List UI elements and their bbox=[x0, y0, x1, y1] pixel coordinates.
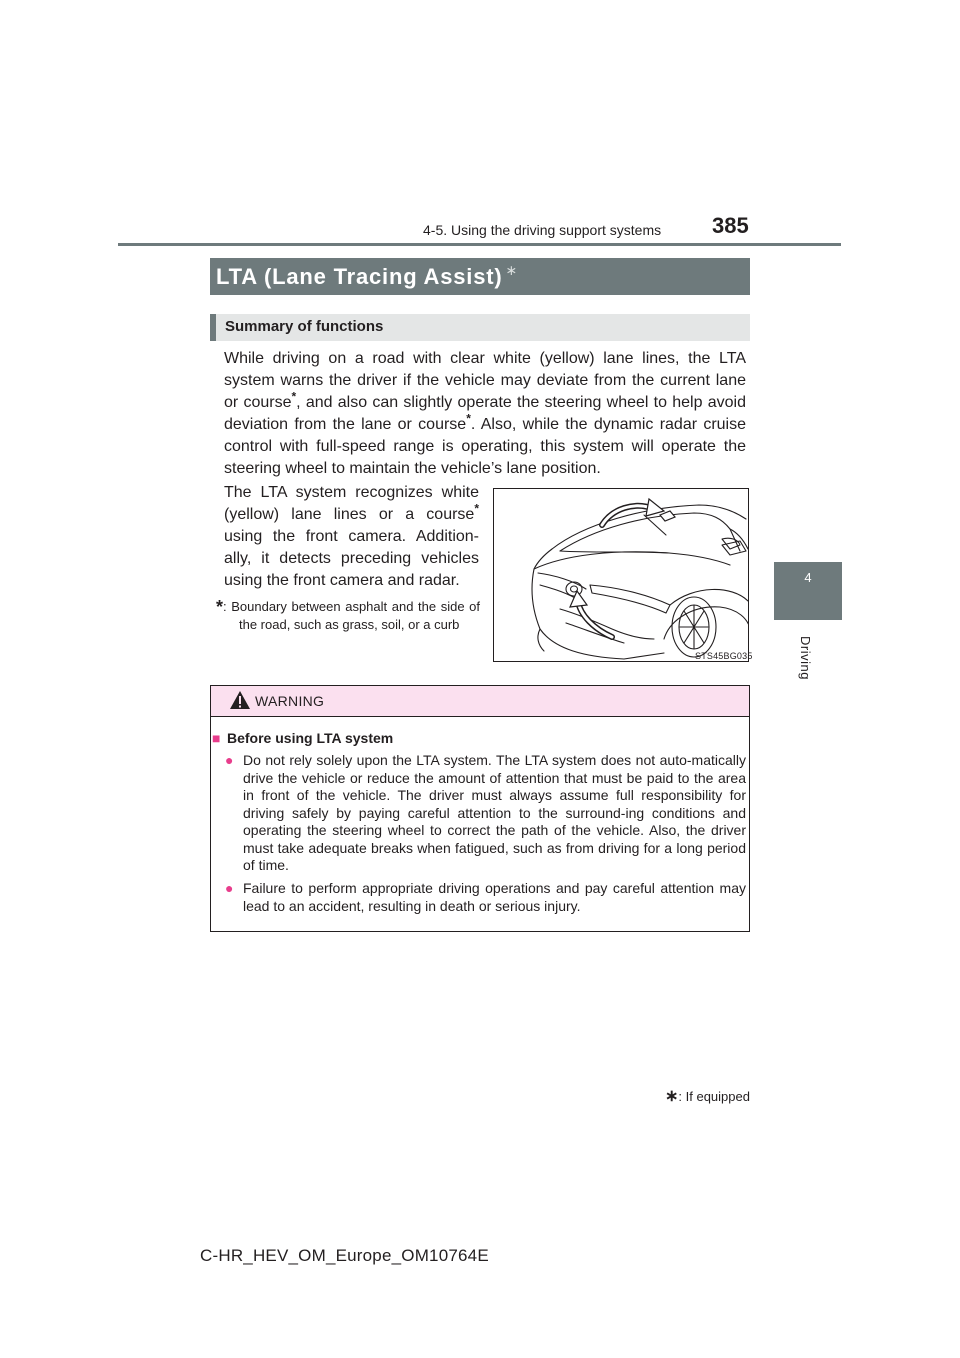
footnote bbox=[216, 598, 480, 634]
intro-text-2: , and also can slightly operate the steering wheel to help avoid deviation from the lane or course bbox=[224, 394, 746, 433]
page-number: 385 bbox=[712, 213, 749, 238]
page-title-text: LTA (Lane Tracing Assist) bbox=[216, 264, 503, 289]
figure-code: STS45BG035 bbox=[695, 651, 753, 661]
intro-text-1: While driving on a road with clear white (yellow) lane lines, the LTA system warns the driver if the vehicle may deviate from the current lane or course bbox=[224, 350, 746, 411]
footnote-marker: * bbox=[474, 501, 479, 516]
footnote-marker: * bbox=[466, 411, 471, 426]
intro-paragraph bbox=[224, 348, 746, 480]
warning-heading: Before using LTA system bbox=[227, 730, 394, 746]
vehicle-illustration bbox=[493, 488, 749, 662]
document-code-footer: C-HR_HEV_OM_Europe_OM10764E bbox=[200, 1246, 489, 1265]
bullet-icon: ● bbox=[225, 752, 234, 768]
warning-bullet-1: Do not rely solely upon the LTA system. The LTA system does not auto-matically drive the vehicle or reduce the amount of attention that must be paid to the area in front of the vehicle. The driver must always assume full responsibility for driving safely by paying careful attention to the surround-ing conditions and operating the steering wheel to correct the path of the vehicle. Also, the driver must take adequate breaks when fatigued, such as from driving for a long period of time. bbox=[243, 752, 746, 873]
chapter-tab-label: Driving bbox=[798, 636, 813, 680]
if-equipped-text: : If equipped bbox=[678, 1089, 750, 1104]
footnote-marker: * bbox=[291, 389, 297, 404]
warning-triangle-icon bbox=[229, 690, 251, 710]
footnote-star: * bbox=[216, 597, 224, 617]
intro-text-3: . Also, while the dynamic radar cruise control with full-speed range is operating, this system will operate the steering wheel to maintain the vehicle’s lane position. bbox=[224, 416, 747, 477]
recognition-text-2: using the front camera. Addition-ally, it detects preceding vehicles using the front camera and radar. bbox=[224, 528, 479, 589]
if-equipped-note bbox=[665, 1086, 750, 1106]
header-rule bbox=[118, 243, 841, 246]
if-equipped-star: ∗ bbox=[665, 1088, 679, 1105]
subsection-accent bbox=[210, 314, 216, 341]
page-title bbox=[216, 262, 518, 290]
car-front-camera-radar-diagram bbox=[494, 489, 749, 662]
recognition-text-1: The LTA system recognizes white (yellow) lane lines or a course bbox=[224, 484, 479, 523]
chapter-tab-number: 4 bbox=[804, 570, 812, 585]
header-section-title: 4-5. Using the driving support systems bbox=[423, 222, 662, 238]
bullet-icon: ● bbox=[225, 880, 234, 896]
square-bullet-icon: ■ bbox=[212, 730, 221, 746]
subsection-title: Summary of functions bbox=[225, 318, 384, 335]
warning-bullet-2: Failure to perform appropriate driving operations and pay careful attention may lead to an accident, resulting in death or serious injury. bbox=[243, 880, 746, 914]
warning-title: WARNING bbox=[255, 693, 325, 709]
if-equipped-marker: ∗ bbox=[505, 262, 519, 278]
footnote-text: : Boundary between asphalt and the side of the road, such as grass, soil, or a curb bbox=[223, 599, 480, 632]
recognition-paragraph bbox=[224, 482, 479, 592]
